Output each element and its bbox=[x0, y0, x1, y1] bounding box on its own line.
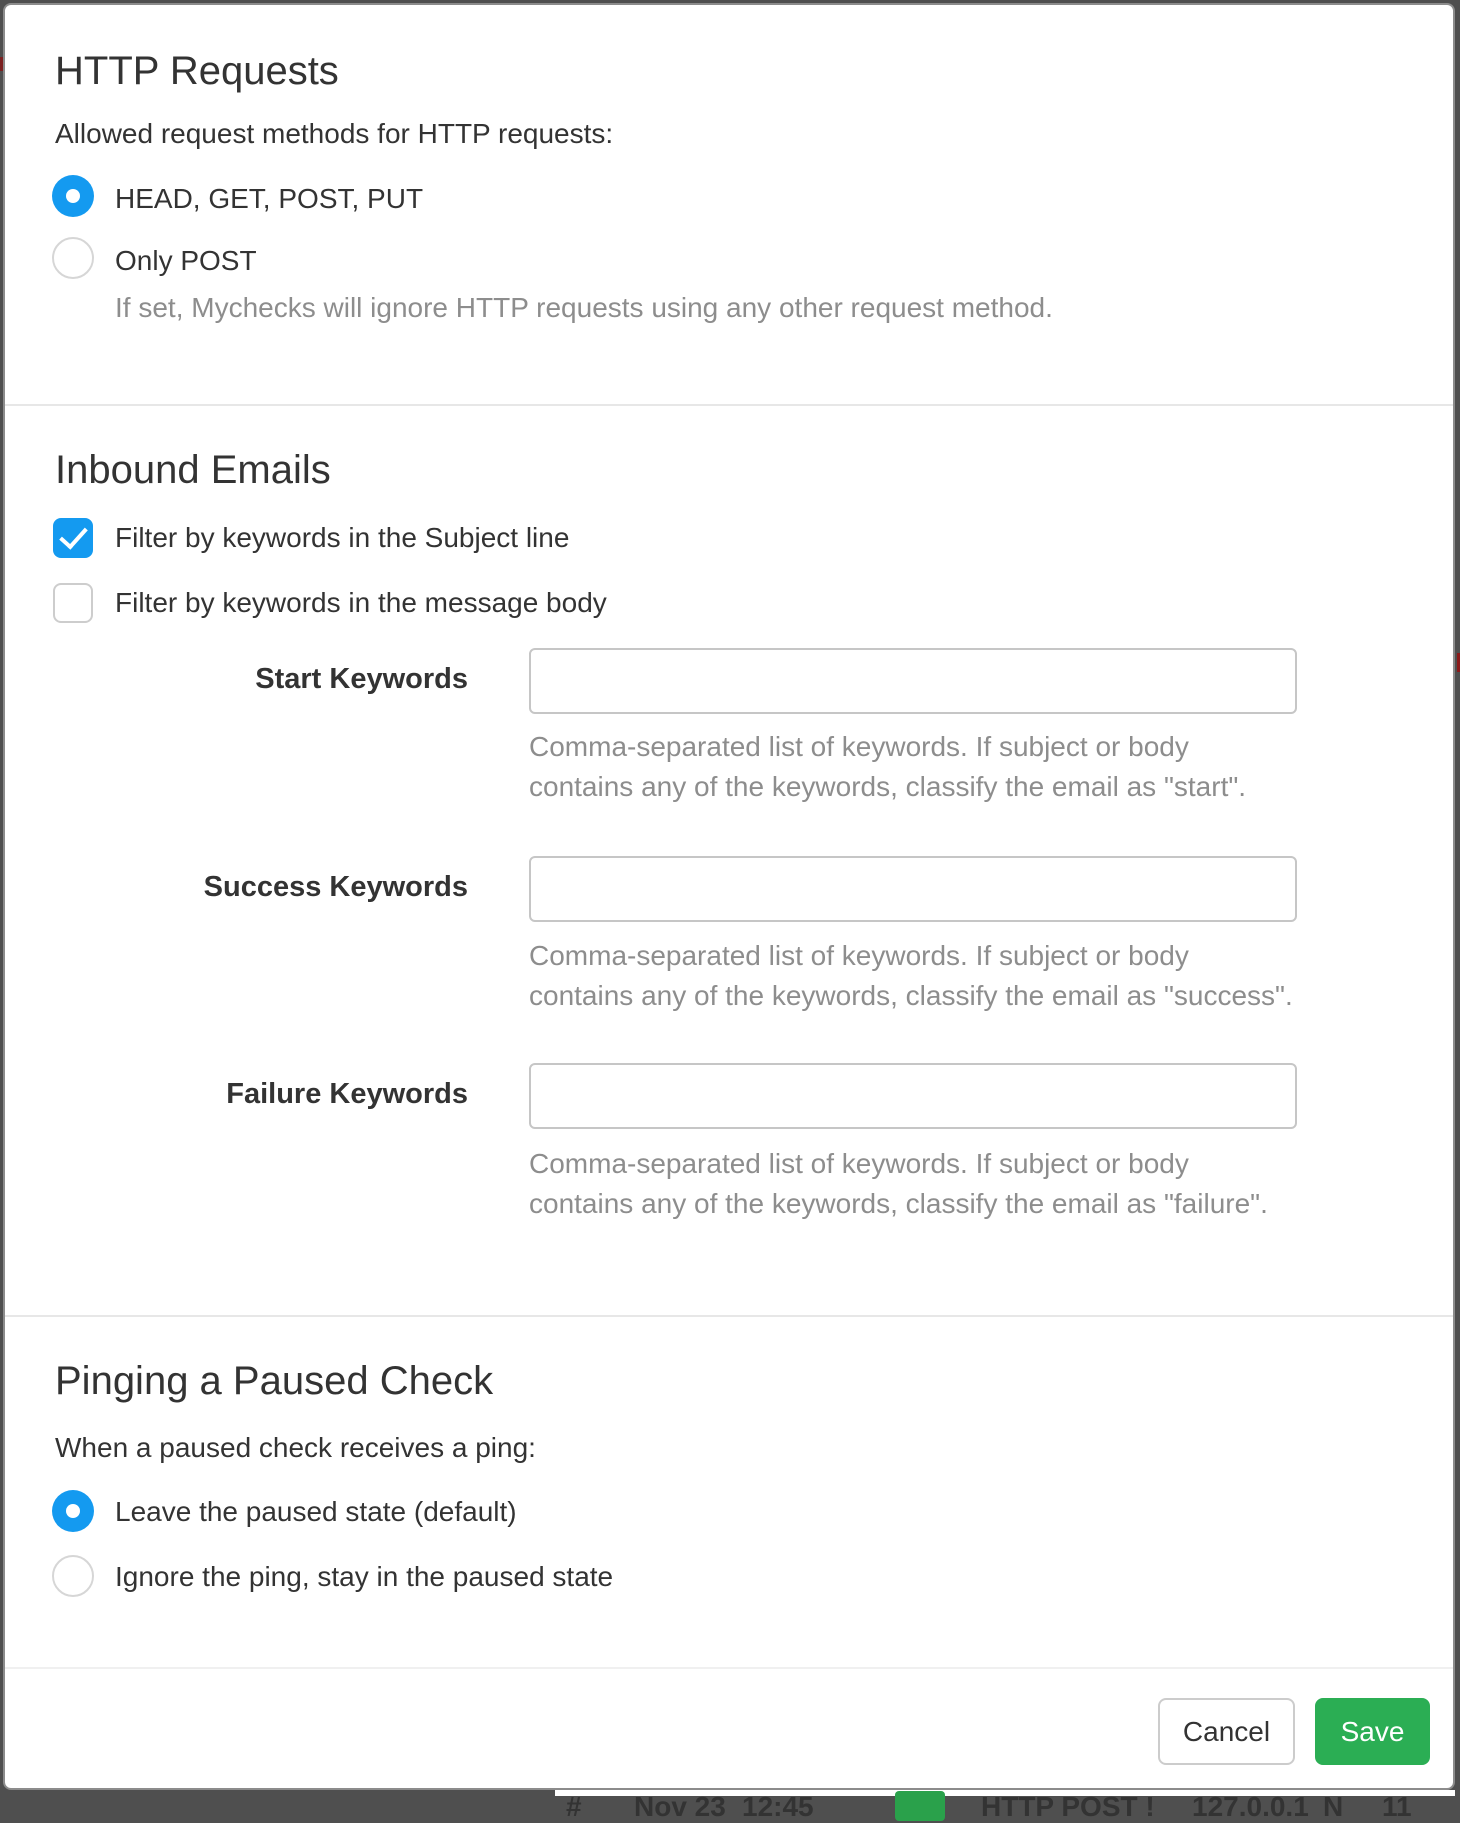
section-title-pinging-paused: Pinging a Paused Check bbox=[55, 1359, 494, 1403]
http-requests-help-text: If set, Mychecks will ignore HTTP requests using any other request method. bbox=[115, 292, 1053, 323]
start-keywords-input[interactable] bbox=[529, 648, 1297, 714]
radio-ignore-ping-label[interactable]: Ignore the ping, stay in the paused state bbox=[115, 1561, 614, 1592]
success-keywords-help bbox=[529, 936, 1293, 1016]
checkbox-filter-subject-label[interactable]: Filter by keywords in the Subject line bbox=[115, 522, 570, 553]
section-title-inbound-emails: Inbound Emails bbox=[55, 448, 331, 492]
checkbox-filter-body[interactable] bbox=[53, 583, 93, 623]
failure-keywords-input[interactable] bbox=[529, 1063, 1297, 1129]
radio-ignore-ping[interactable] bbox=[52, 1555, 94, 1597]
success-keywords-input[interactable] bbox=[529, 856, 1297, 922]
failure-keywords-help bbox=[529, 1144, 1268, 1224]
failure-keywords-help-line2: contains any of the keywords, classify the email as "failure". bbox=[529, 1188, 1268, 1219]
cancel-button[interactable]: Cancel bbox=[1158, 1698, 1295, 1765]
background-row-method: HTTP POST ! bbox=[981, 1791, 1155, 1822]
checkbox-filter-body-label[interactable]: Filter by keywords in the message body bbox=[115, 587, 607, 618]
success-keywords-help-line1: Comma-separated list of keywords. If subject or body bbox=[529, 940, 1189, 971]
radio-methods-all[interactable] bbox=[52, 175, 94, 217]
success-keywords-help-line2: contains any of the keywords, classify the email as "success". bbox=[529, 980, 1293, 1011]
section-divider bbox=[5, 404, 1453, 406]
start-keywords-help bbox=[529, 727, 1246, 807]
start-keywords-help-line2: contains any of the keywords, classify the email as "start". bbox=[529, 771, 1247, 802]
radio-methods-only-post[interactable] bbox=[52, 237, 94, 279]
background-row-ip: 127.0.0.1 bbox=[1192, 1791, 1309, 1822]
section-divider bbox=[5, 1315, 1453, 1317]
background-row-hash: # bbox=[566, 1791, 582, 1822]
failure-keywords-label: Failure Keywords bbox=[226, 1078, 468, 1110]
background-row-date: Nov 23 bbox=[634, 1791, 726, 1822]
checkbox-filter-subject[interactable] bbox=[53, 518, 93, 558]
background-row-n: N bbox=[1323, 1791, 1344, 1822]
save-button[interactable]: Save bbox=[1315, 1698, 1430, 1765]
background-row-num: 11 bbox=[1382, 1791, 1412, 1822]
background-row-time: 12:45 bbox=[742, 1791, 814, 1822]
radio-leave-paused[interactable] bbox=[52, 1490, 94, 1532]
failure-keywords-help-line1: Comma-separated list of keywords. If subject or body bbox=[529, 1148, 1189, 1179]
start-keywords-label: Start Keywords bbox=[255, 663, 468, 695]
http-requests-intro: Allowed request methods for HTTP requests: bbox=[55, 118, 614, 149]
radio-methods-only-post-label[interactable]: Only POST bbox=[115, 245, 257, 276]
section-title-http-requests: HTTP Requests bbox=[55, 49, 339, 93]
radio-methods-all-label[interactable]: HEAD, GET, POST, PUT bbox=[115, 183, 424, 214]
footer-divider bbox=[5, 1667, 1453, 1669]
radio-leave-paused-label[interactable]: Leave the paused state (default) bbox=[115, 1496, 517, 1527]
success-keywords-label: Success Keywords bbox=[203, 871, 468, 903]
start-keywords-help-line1: Comma-separated list of keywords. If subject or body bbox=[529, 731, 1189, 762]
pinging-paused-intro: When a paused check receives a ping: bbox=[55, 1432, 536, 1463]
settings-modal bbox=[3, 3, 1455, 1790]
